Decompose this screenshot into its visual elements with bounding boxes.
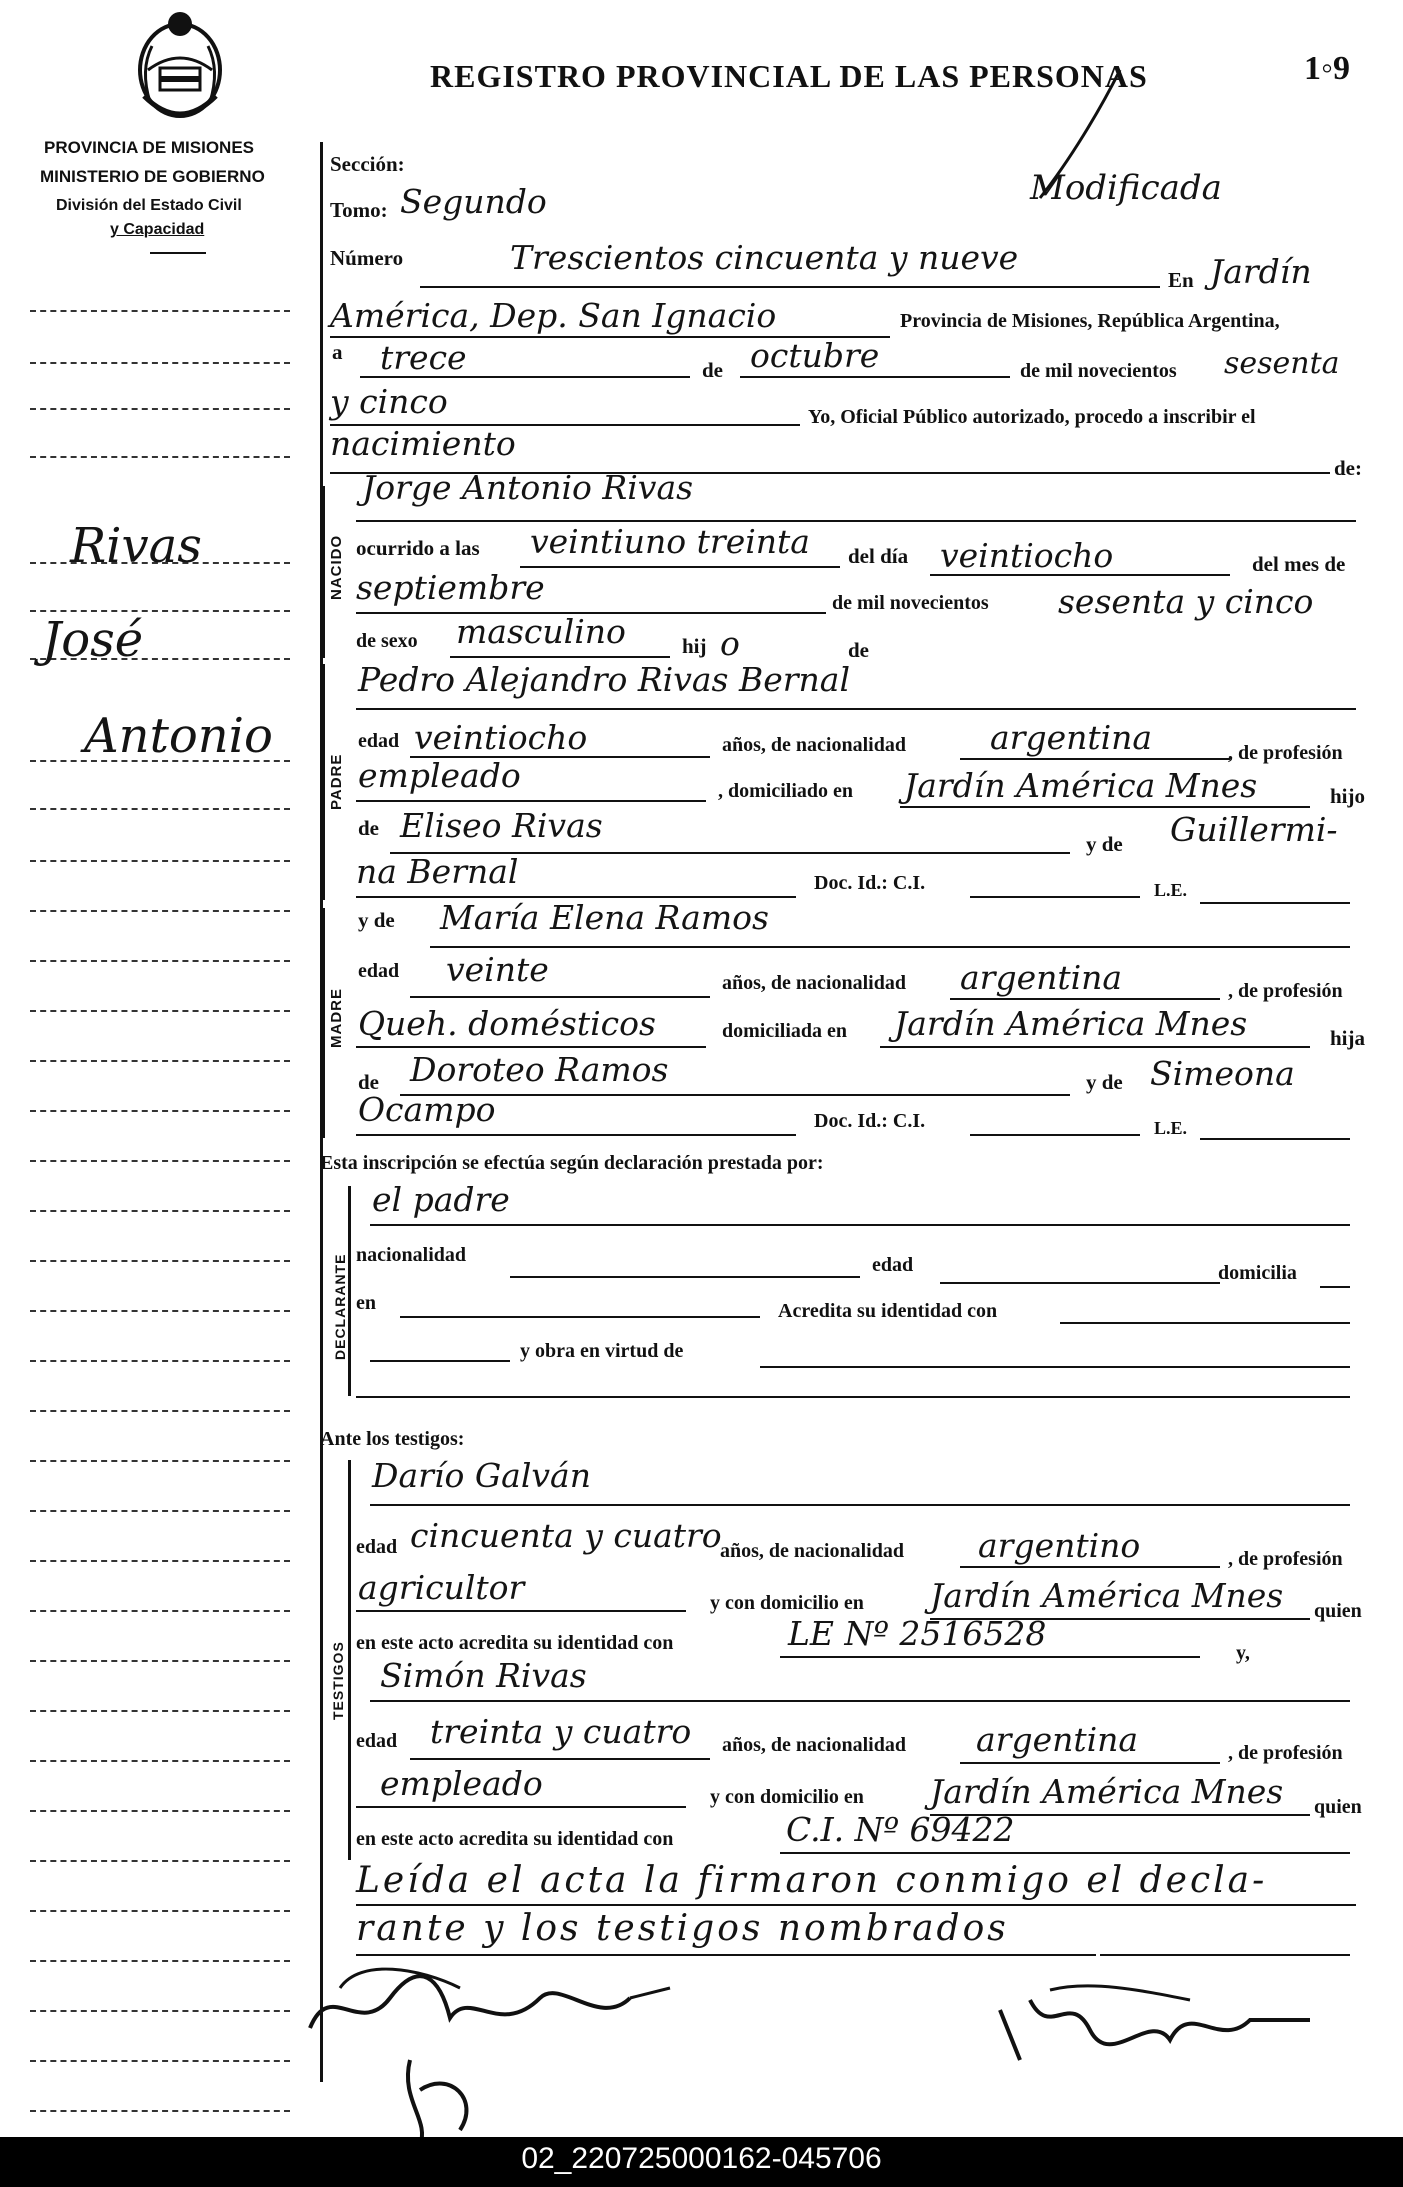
en-label: En xyxy=(1168,268,1194,292)
padre-de-label: de xyxy=(358,816,379,840)
madre-doc-label: Doc. Id.: C.I. xyxy=(814,1110,926,1132)
numero-label: Número xyxy=(330,246,404,270)
page-number: 1◦9 xyxy=(1304,50,1351,87)
t2-edad: treinta y cuatro xyxy=(430,1712,692,1751)
numero-value: Trescientos cincuenta y nueve xyxy=(510,238,1019,277)
madre-nombre: María Elena Ramos xyxy=(440,898,769,937)
declarante-obra-label: y obra en virtud de xyxy=(520,1340,684,1362)
margin-first-name: José xyxy=(42,612,144,668)
tomo-value: Segundo xyxy=(400,182,547,221)
padre-profesion-label: , de profesión xyxy=(1228,742,1343,764)
madre-de-label: de xyxy=(358,1070,379,1094)
nacido-sexo: masculino xyxy=(456,612,626,651)
nacido-anio: sesenta y cinco xyxy=(1058,582,1314,621)
a-label: a xyxy=(332,340,343,364)
fecha-mes: octubre xyxy=(750,336,880,375)
t1-quien-label: quien xyxy=(1314,1600,1362,1622)
madre-le-label: L.E. xyxy=(1154,1118,1188,1138)
padre-edad: veintiocho xyxy=(414,718,588,757)
nacido-nombre: Jorge Antonio Rivas xyxy=(362,468,694,507)
nacido-mil-label: de mil novecientos xyxy=(832,592,989,614)
footer-id: 02_220725000162-045706 xyxy=(521,2142,882,2175)
padre-y-de-label: y de xyxy=(1086,832,1123,856)
lugar-2: América, Dep. San Ignacio xyxy=(330,296,777,335)
padre-madre-de-1: Guillermi- xyxy=(1170,810,1338,849)
t1-nombre: Darío Galván xyxy=(372,1456,591,1495)
t1-domicilio-label: y con domicilio en xyxy=(710,1592,864,1614)
hij-label: hij xyxy=(682,634,707,658)
t1-nacionalidad-label: años, de nacionalidad xyxy=(720,1540,904,1562)
declarante-nombre: el padre xyxy=(372,1180,510,1219)
t1-edad-label: edad xyxy=(356,1536,398,1558)
padre-le-label: L.E. xyxy=(1154,880,1188,900)
t1-y-label: y, xyxy=(1236,1642,1250,1664)
t2-profesion-label: , de profesión xyxy=(1228,1742,1343,1764)
tomo-label: Tomo: xyxy=(330,198,388,222)
seccion-label: Sección: xyxy=(330,152,405,176)
fecha-anio-1: sesenta xyxy=(1224,346,1340,381)
t2-profesion: empleado xyxy=(380,1764,543,1803)
madre-y-de-label: y de xyxy=(358,908,395,932)
closing-line-2: rante y los testigos nombrados xyxy=(356,1908,1009,1949)
padre-profesion: empleado xyxy=(358,756,521,795)
t1-profesion-label: , de profesión xyxy=(1228,1548,1343,1570)
padre-doc-label: Doc. Id.: C.I. xyxy=(814,872,926,894)
madre-y-de2-label: y de xyxy=(1086,1070,1123,1094)
office-line-2: MINISTERIO DE GOBIERNO xyxy=(40,167,265,186)
del-dia-label: del día xyxy=(848,544,909,568)
fecha-anio-2: y cinco xyxy=(330,382,448,421)
padre-nacionalidad-label: años, de nacionalidad xyxy=(722,734,906,756)
oficial-label: Yo, Oficial Público autorizado, procedo a inscribir el xyxy=(808,406,1256,428)
padre-padre-de: Eliseo Rivas xyxy=(400,806,603,845)
nacido-label: NACIDO xyxy=(328,534,345,600)
padre-madre-de-2: na Bernal xyxy=(356,852,519,891)
t2-domicilio-label: y con domicilio en xyxy=(710,1786,864,1808)
padre-nacionalidad: argentina xyxy=(990,718,1153,757)
madre-edad-label: edad xyxy=(358,960,400,982)
madre-domicilio-label: domiciliada en xyxy=(722,1020,848,1042)
nacido-dia: veintiocho xyxy=(940,536,1114,575)
signature-declarant xyxy=(390,2050,510,2150)
madre-hija-label: hija xyxy=(1330,1026,1366,1050)
madre-profesion: Queh. domésticos xyxy=(358,1004,656,1043)
madre-madre-de-1: Simeona xyxy=(1150,1054,1295,1093)
padre-hijo-label: hijo xyxy=(1330,784,1366,808)
declarante-label: DECLARANTE xyxy=(332,1253,348,1360)
nacido-hora: veintiuno treinta xyxy=(530,522,810,561)
t2-nombre: Simón Rivas xyxy=(380,1656,587,1695)
declarante-acredita-label: Acredita su identidad con xyxy=(778,1300,998,1322)
testigos-intro: Ante los testigos: xyxy=(320,1428,465,1450)
t1-acredita-label: en este acto acredita su identidad con xyxy=(356,1632,674,1654)
padre-nombre: Pedro Alejandro Rivas Bernal xyxy=(358,660,851,699)
declarante-en-label: en xyxy=(356,1292,376,1314)
t1-nacionalidad: argentino xyxy=(978,1526,1141,1565)
padre-domicilio-label: , domiciliado en xyxy=(718,780,854,802)
modification-annotation: Modificada xyxy=(1030,168,1222,208)
acto-value: nacimiento xyxy=(330,424,516,463)
lugar-1: Jardín xyxy=(1210,252,1312,291)
madre-madre-de-2: Ocampo xyxy=(358,1090,496,1129)
madre-profesion-label: , de profesión xyxy=(1228,980,1343,1002)
provincia-label: Provincia de Misiones, República Argentina, xyxy=(900,310,1280,332)
margin-middle-name: Antonio xyxy=(84,708,273,764)
t1-documento: LE Nº 2516528 xyxy=(788,1614,1047,1653)
coat-of-arms-icon xyxy=(130,6,230,130)
madre-padre-de: Doroteo Ramos xyxy=(410,1050,669,1089)
madre-nacionalidad: argentina xyxy=(960,958,1123,997)
closing-line-1: Leída el acta la firmaron conmigo el decla- xyxy=(356,1860,1268,1901)
office-line-3: División del Estado Civil xyxy=(56,197,242,214)
registry-title: REGISTRO PROVINCIAL DE LAS PERSONAS xyxy=(430,58,1148,94)
t1-domicilio: Jardín América Mnes xyxy=(930,1576,1284,1615)
signature-witness-1 xyxy=(300,1958,680,2058)
fecha-mil-label: de mil novecientos xyxy=(1020,360,1177,382)
t2-documento: C.I. Nº 69422 xyxy=(786,1810,1015,1849)
t1-edad: cincuenta y cuatro xyxy=(410,1516,722,1555)
t2-domicilio: Jardín América Mnes xyxy=(930,1772,1284,1811)
office-line-1: PROVINCIA DE MISIONES xyxy=(44,138,255,157)
nacido-de-label: de xyxy=(848,638,869,662)
declarante-domicilio-label: domicilia xyxy=(1218,1262,1297,1284)
t2-acredita-label: en este acto acredita su identidad con xyxy=(356,1828,674,1850)
declarante-edad-label: edad xyxy=(872,1254,914,1276)
sexo-label: de sexo xyxy=(356,630,418,652)
signature-official xyxy=(990,1980,1330,2070)
t2-nacionalidad: argentina xyxy=(976,1720,1139,1759)
fecha-de-label: de xyxy=(702,358,723,382)
nacido-mes: septiembre xyxy=(356,568,545,607)
declarante-nacionalidad-label: nacionalidad xyxy=(356,1244,467,1266)
madre-nacionalidad-label: años, de nacionalidad xyxy=(722,972,906,994)
del-mes-label: del mes de xyxy=(1252,552,1346,576)
hij-suffix: o xyxy=(720,624,740,663)
testigos-label: TESTIGOS xyxy=(330,1641,346,1720)
madre-edad: veinte xyxy=(446,950,549,989)
padre-edad-label: edad xyxy=(358,730,400,752)
fecha-dia: trece xyxy=(380,338,467,377)
margin-surname: Rivas xyxy=(70,518,202,574)
padre-domicilio: Jardín América Mnes xyxy=(904,766,1258,805)
t1-profesion: agricultor xyxy=(358,1568,525,1607)
t2-nacionalidad-label: años, de nacionalidad xyxy=(722,1734,906,1756)
acto-de-label: de: xyxy=(1334,456,1362,480)
madre-label: MADRE xyxy=(328,988,345,1048)
t2-edad-label: edad xyxy=(356,1730,398,1752)
padre-label: PADRE xyxy=(328,753,345,810)
madre-domicilio: Jardín América Mnes xyxy=(894,1004,1248,1043)
declarante-intro: Esta inscripción se efectúa según declaración prestada por: xyxy=(320,1152,824,1174)
ocurrido-label: ocurrido a las xyxy=(356,536,480,560)
office-line-4: y Capacidad xyxy=(110,221,205,238)
t2-quien-label: quien xyxy=(1314,1796,1362,1818)
